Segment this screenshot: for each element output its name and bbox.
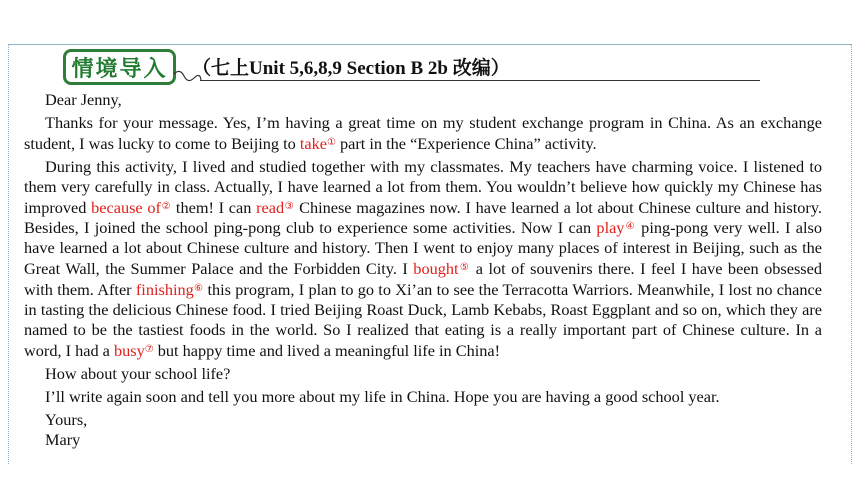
keyword-because-of: because of — [91, 197, 161, 217]
letter-closing: Yours, — [45, 409, 88, 429]
text-run: but happy time and lived a meaningful life in China! — [153, 340, 501, 360]
keyword-take: take — [299, 133, 327, 153]
frame-right-border — [851, 44, 852, 464]
keyword-finishing: finishing — [135, 280, 194, 300]
frame-top-border — [8, 44, 852, 45]
badge-label: 情境导入 — [71, 56, 168, 82]
note-number: ⑤ — [458, 262, 471, 274]
note-number: ① — [326, 136, 336, 148]
text-run: this program, I plan to go to Xi’an to see the Terracotta Warriors. Meanwhile, I lost no chance in tasting the delicious Chinese food. I tried Beijing Roast Duck, Lamb Kebabs, Roast Eggplant and so on, which they are named to be the tastiest foods in the world. So I realized that eating is a really important part of Chinese culture. In a word, I had a — [24, 280, 822, 360]
letter-paragraph-3: How about your school life? — [45, 363, 231, 383]
letter-greeting: Dear Jenny, — [45, 90, 122, 109]
frame-left-border — [8, 44, 9, 464]
text-run: ping-pong very well. I also have learned a lot about Chinese culture and history. Then I went to enjoy many places of interest in Beijing, such as the Great Wall, the Summer Palace and the Forbidden City. I — [24, 218, 822, 279]
page-subtitle: （七上Unit 5,6,8,9 Section B 2b 改编） — [192, 58, 510, 79]
keyword-read: read — [256, 197, 285, 217]
note-number: ⑥ — [193, 283, 204, 295]
title-underline — [200, 80, 760, 81]
note-number: ③ — [284, 200, 295, 212]
letter-paragraph-4: I’ll write again soon and tell you more about my life in China. Hope you are having a good school year. — [45, 386, 720, 406]
note-number: ⑦ — [144, 343, 154, 355]
text-run: part in the “Experience China” activity. — [335, 133, 597, 153]
text-run: a lot of souvenirs there. I feel I have been obsessed with them. After — [24, 259, 823, 300]
text-run: Chinese magazines now. I have learned a lot about Chinese culture and history. Besides, I joined the school ping-pong club to experience some activities. Now I can — [24, 197, 822, 238]
note-number: ④ — [624, 221, 636, 233]
section-badge — [63, 49, 176, 85]
letter-body — [24, 90, 822, 449]
letter-paragraph-2 — [24, 157, 822, 361]
keyword-busy: busy — [113, 340, 145, 360]
keyword-bought: bought — [413, 259, 459, 279]
keyword-play: play — [596, 218, 625, 238]
note-number: ② — [160, 200, 172, 212]
letter-paragraph-1 — [24, 113, 822, 154]
letter-signature: Mary — [45, 429, 81, 449]
text-run: them! I can — [171, 197, 257, 217]
text-run: Thanks for your message. Yes, I’m having a great time on my student exchange program in China. As an exchange student, I was lucky to come to Beijing to — [24, 112, 822, 153]
text-run: During this activity, I lived and studied together with my classmates. My teachers have charming voice. I listened to them very carefully in class. Actually, I have learned a lot from them. You wouldn’t believe how quickly my Chinese has improved — [24, 156, 822, 217]
